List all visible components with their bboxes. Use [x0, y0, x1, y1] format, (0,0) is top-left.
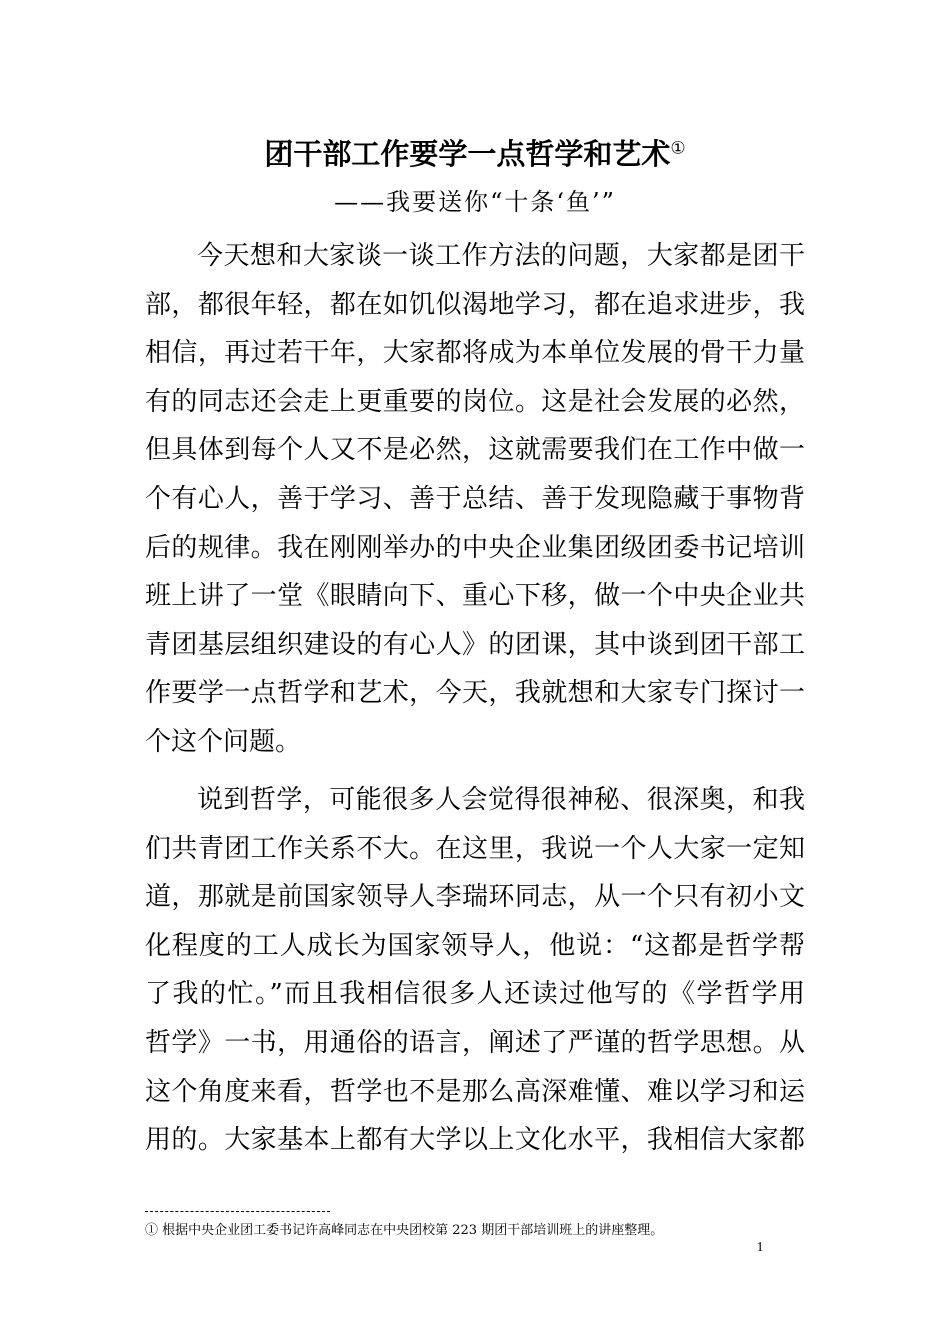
body-paragraph-1 [145, 232, 805, 767]
paragraph-line: 说到哲学，可能很多人会觉得很神秘、很深奥，和我 [197, 785, 805, 815]
paragraph-line: 班上讲了一堂《眼睛向下、重心下移，做一个中央企业共 [145, 581, 805, 612]
document-title [145, 134, 805, 174]
paragraph-line: 化程度的工人成长为国家领导人，他说：“这都是哲学帮 [145, 930, 805, 961]
paragraph-line: 但具体到每个人又不是必然，这就需要我们在工作中做一 [145, 435, 805, 466]
document-subtitle: ——我要送你“十条‘鱼’” [334, 188, 616, 216]
title-footnote-mark[interactable]: ① [670, 138, 686, 159]
paragraph-line: 部，都很年轻，都在如饥似渴地学习，都在追求进步，我 [145, 289, 805, 320]
paragraph-line: 有的同志还会走上更重要的岗位。这是社会发展的必然， [145, 386, 805, 417]
paragraph-line: 后的规律。我在刚刚举办的中央企业集团级团委书记培训 [145, 532, 805, 563]
paragraph-line: 哲学》一书，用通俗的语言，阐述了严谨的哲学思想。从 [145, 1027, 805, 1058]
paragraph-line: 青团基层组织建设的有心人》的团课，其中谈到团干部工 [145, 629, 805, 660]
footnote-separator [145, 1211, 330, 1212]
paragraph-line: 个这个问题。 [145, 726, 302, 757]
paragraph-line: 相信，再过若干年，大家都将成为本单位发展的骨干力量 [145, 338, 805, 369]
paragraph-line: 作要学一点哲学和艺术，今天，我就想和大家专门探讨一 [145, 678, 805, 709]
title-text: 团干部工作要学一点哲学和艺术 [264, 137, 671, 171]
paragraph-line: 道，那就是前国家领导人李瑞环同志，从一个只有初小文 [145, 882, 805, 913]
paragraph-line: 们共青团工作关系不大。在这里，我说一个人大家一定知 [145, 833, 805, 864]
paragraph-line: 用的。大家基本上都有大学以上文化水平，我相信大家都 [145, 1125, 805, 1156]
paragraph-line: 个有心人，善于学习、善于总结、善于发现隐藏于事物背 [145, 483, 805, 514]
paragraph-line: 这个角度来看，哲学也不是那么高深难懂、难以学习和运 [145, 1076, 805, 1107]
body-paragraph-2 [145, 776, 805, 1165]
footnote-text: ① 根据中央企业团工委书记许高峰同志在中央团校第 223 期团干部培训班上的讲座整理。 [145, 1223, 664, 1238]
paragraph-line: 了我的忙。”而且我相信很多人还读过他写的《学哲学用 [145, 979, 805, 1010]
page-number: 1 [756, 1240, 764, 1255]
paragraph-line: 今天想和大家谈一谈工作方法的问题，大家都是团干 [197, 241, 805, 271]
